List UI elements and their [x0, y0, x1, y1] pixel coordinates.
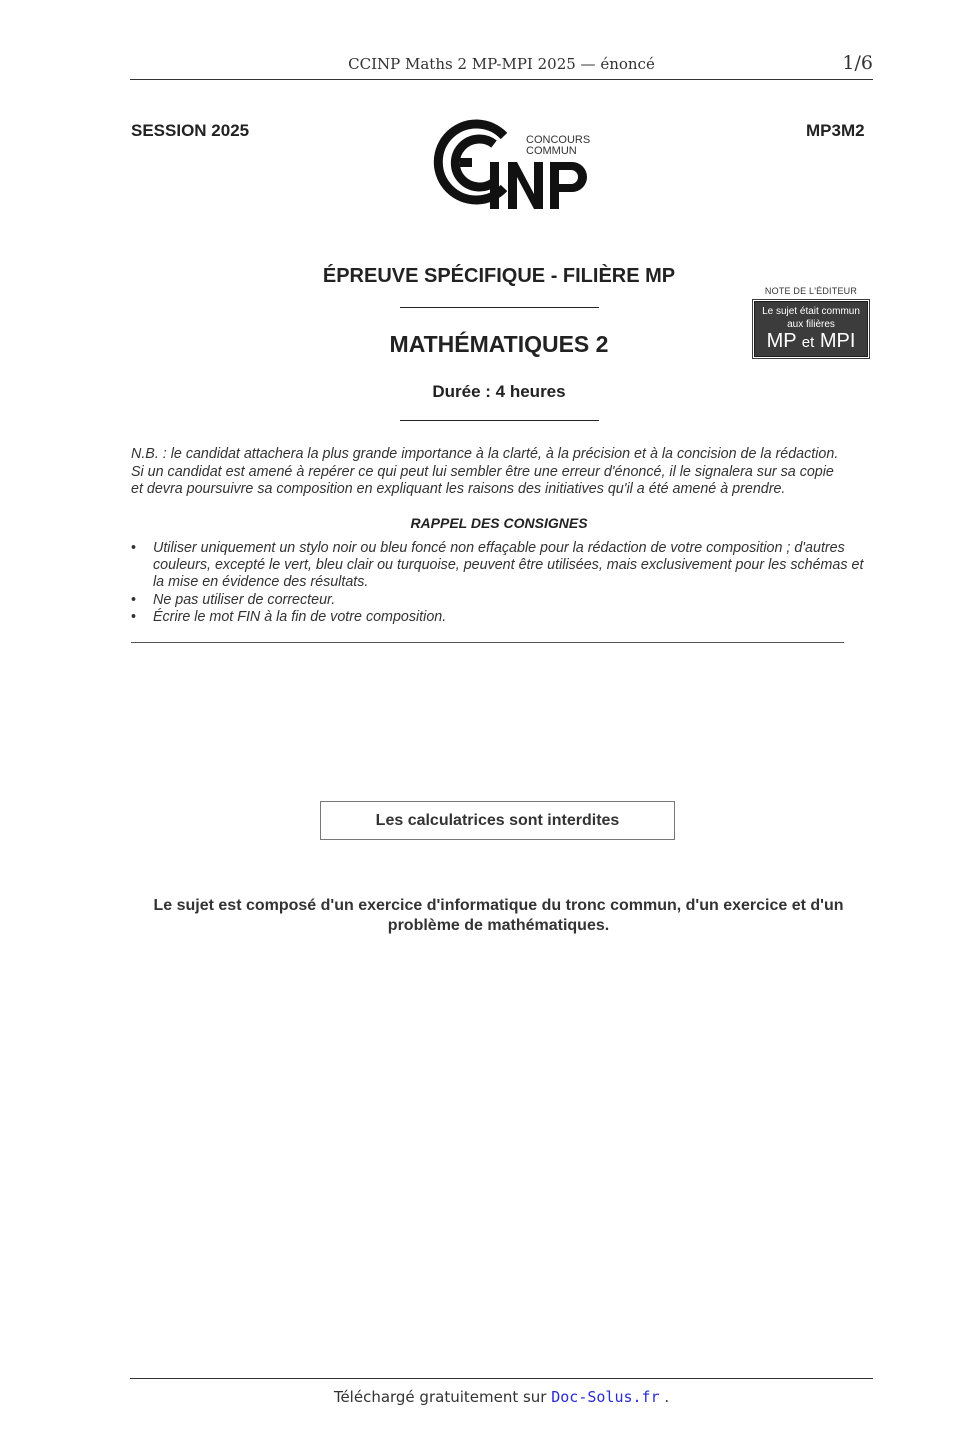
nb-paragraph [131, 446, 876, 499]
editor-note-badge [754, 301, 868, 357]
bullet-icon: • [131, 608, 137, 625]
consigne-item: • Utiliser uniquement un stylo noir ou bleu foncé non effaçable pour la rédaction de votre composition ; d'autres couleurs, excepté le vert, bleu clair ou turquoise, peuvent être utilisées, mais exclusivement pour les schémas et la mise en évidence des résultats. [131, 540, 864, 591]
running-header-title: CCINP Maths 2 MP-MPI 2025 — énoncé [348, 55, 655, 73]
rappel-title: RAPPEL DES CONSIGNES [410, 515, 588, 531]
logo-text-mark: INP [432, 112, 434, 113]
duration: Durée : 4 heures [432, 382, 566, 401]
page-number: 1/6 [842, 52, 873, 74]
logo-text-commun: COMMUN [526, 145, 577, 157]
separator [400, 307, 599, 308]
editor-note-filieres [755, 330, 867, 353]
consignes-list [131, 540, 876, 626]
nb-line: Si un candidat est amené à repérer ce qui peut lui sembler être une erreur d'énoncé, il le signalera sur sa copie [131, 463, 834, 480]
epreuve-title: ÉPREUVE SPÉCIFIQUE - FILIÈRE MP [322, 265, 676, 287]
subject-title: MATHÉMATIQUES 2 [389, 331, 609, 357]
editor-note-line2: aux filières [787, 319, 835, 330]
bullet-icon: • [131, 591, 137, 608]
subject-composition [131, 896, 866, 935]
subject-composition-line: Le sujet est composé d'un exercice d'informatique du tronc commun, d'un exercice et d'un [153, 897, 844, 914]
calculator-notice-box [320, 801, 675, 840]
subject-composition-line: problème de mathématiques. [387, 916, 610, 934]
calculator-notice: Les calculatrices sont interdites [375, 812, 620, 829]
footer-rule [130, 1378, 873, 1379]
consigne-item: • Écrire le mot FIN à la fin de votre composition. [131, 608, 447, 625]
exam-code: MP3M2 [806, 121, 865, 140]
filiere-mpi: MPI [819, 330, 856, 352]
nb-line: N.B. : le candidat attachera la plus grande importance à la clarté, à la précision et à la concision de la rédaction. [131, 446, 839, 462]
footer-suffix: . [659, 1388, 670, 1406]
footer-prefix: Téléchargé gratuitement sur [333, 1388, 552, 1406]
editor-note-line1: Le sujet était commun [762, 306, 860, 317]
separator [400, 420, 599, 421]
section-rule [131, 642, 844, 643]
consigne-item: • Ne pas utiliser de correcteur. [131, 591, 336, 608]
ccinp-logo [432, 112, 602, 212]
filiere-et: et [801, 334, 815, 351]
bullet-icon: • [131, 540, 137, 556]
footer [130, 1388, 873, 1406]
logo-text-concours: CONCOURS [526, 134, 591, 146]
nb-line: et devra poursuivre sa composition en expliquant les raisons des initiatives qu'il a été amené à prendre. [131, 481, 786, 497]
editor-note-caption: NOTE DE L'ÉDITEUR [764, 286, 858, 296]
session-label: SESSION 2025 [131, 121, 250, 140]
running-header [130, 52, 873, 80]
doc-solus-link[interactable]: Doc-Solus.fr [551, 1388, 660, 1406]
filiere-mp: MP [766, 330, 797, 352]
